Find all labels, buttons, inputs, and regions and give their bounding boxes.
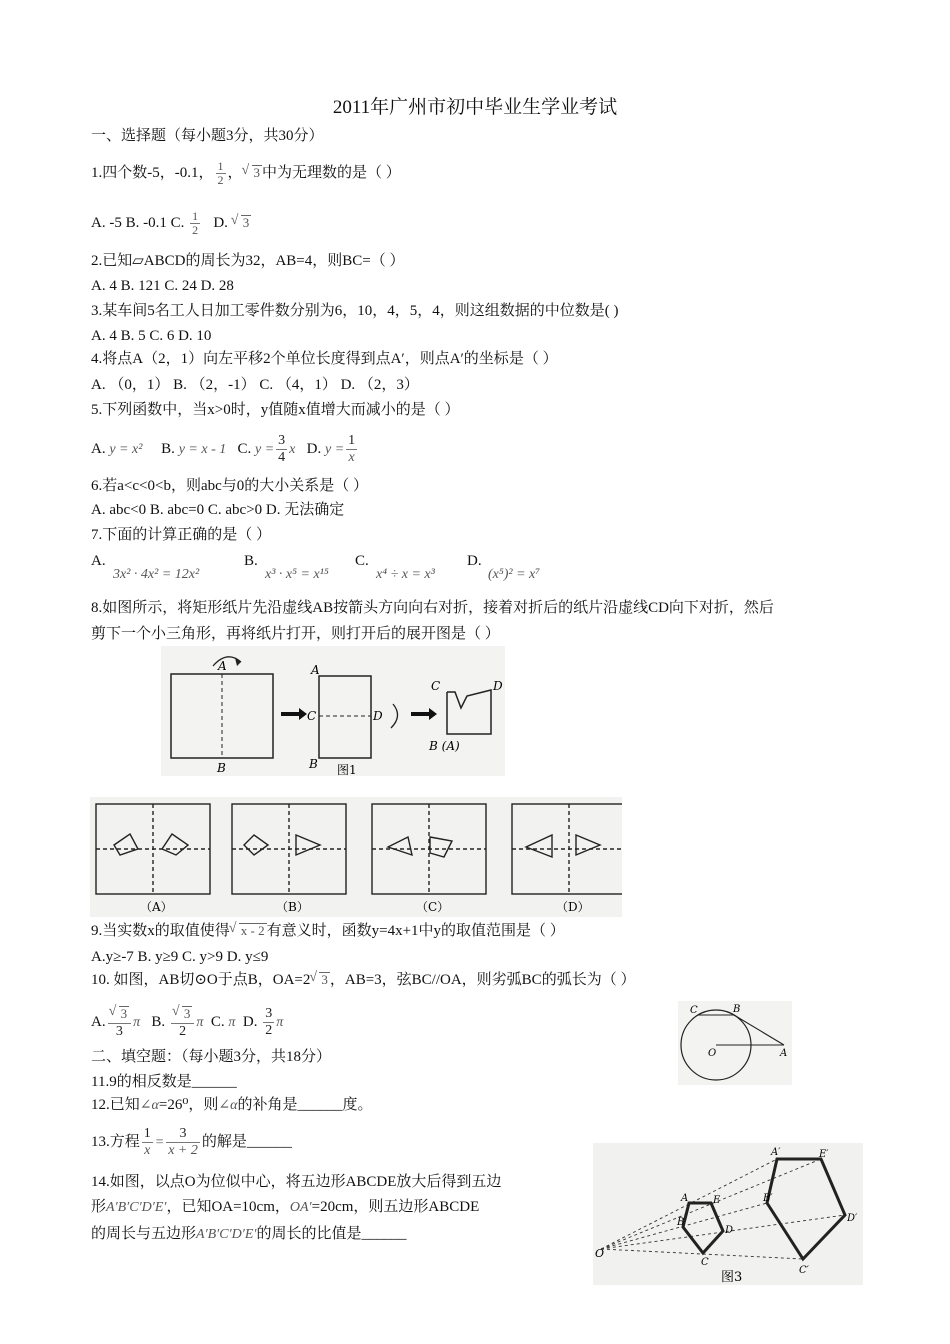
page-title: 2011年广州市初中毕业生学业考试 [332, 97, 618, 118]
q12: 12.已知∠α=26⁰，则∠α的补角是______度。 [91, 1097, 373, 1113]
answer-choices-figure [90, 797, 622, 917]
fig3-label-d: D [725, 1225, 734, 1236]
q6-stem: 6.若a<c<0<b，则abc与0的大小关系是（ ） [91, 478, 369, 494]
fig1-label-a: A [218, 659, 227, 673]
fig3-label-b: B [677, 1217, 685, 1228]
q9-stem: 9.当实数x的取值使得√ x - 2 有意义时，函数y=4x+1中y的取值范围是（ ） [91, 921, 565, 941]
fig3-label-a-prime: A′ [771, 1147, 781, 1158]
q7-opt-b-label: B. [244, 553, 258, 569]
fig1-label-c3: C [431, 679, 441, 693]
q7-opt-b-expr: x³ · x⁵ = x¹⁵ [265, 567, 329, 582]
fig3-label-b-prime: B′ [763, 1193, 773, 1204]
q5-options: A. y = x² B. y = x - 1 C. y = $\frac{3}{4}$ x D. y = $\frac{1}{x}$ [91, 433, 356, 465]
fig1-label-a2: A [311, 663, 320, 677]
homothety-figure-3 [593, 1143, 863, 1285]
fig3-label-o: O [595, 1247, 605, 1260]
fig1-label-d: D [373, 709, 383, 723]
fig10-label-c: C [690, 1005, 698, 1016]
q7-stem: 7.下面的计算正确的是（ ） [91, 527, 272, 543]
q4-options: A. （0，1） B. （2，-1） C. （4，1） D. （2，3） [91, 377, 419, 393]
section-1-heading: 一、选择题（每小题3分，共30分） [91, 128, 324, 144]
q10-stem: 10. 如图，AB切⊙O于点B，OA=2√ 3 ，AB=3，弦BC//OA，则劣弧BC的弧长为（ ） [91, 970, 635, 990]
q6-options: A. abc<0 B. abc=0 C. abc>0 D. 无法确定 [91, 502, 345, 518]
q11: 11.9的相反数是______ [91, 1074, 237, 1090]
fig3-label-c: C [701, 1257, 709, 1268]
q13: 13.方程 $\frac{1}{x}$ = $\frac{3}{x + 2}$ 的解是______ [91, 1126, 292, 1159]
choice-b-label: （B） [276, 900, 309, 914]
q2-stem: 2.已知▱ABCD的周长为32，AB=4，则BC=（ ） [91, 253, 405, 269]
q8-stem-line2: 剪下一个小三角形，再将纸片打开，则打开后的展开图是（ ） [91, 626, 500, 642]
fig3-label-a: A [681, 1193, 689, 1204]
fraction-half: $\frac{1}{2}$ [217, 159, 224, 187]
fig3-label-c-prime: C′ [799, 1265, 809, 1276]
fig3-label-e-prime: E′ [819, 1149, 829, 1160]
fig1-label-b: B [217, 761, 226, 775]
fig3-caption: 图3 [721, 1270, 743, 1285]
choice-d-label: （D） [556, 900, 590, 914]
q3-options: A. 4 B. 5 C. 6 D. 10 [91, 328, 212, 344]
q2-options: A. 4 B. 121 C. 24 D. 28 [91, 278, 234, 294]
q7-opt-a-expr: 3x² · 4x² = 12x² [113, 567, 200, 582]
q8-stem-line1: 8.如图所示，将矩形纸片先沿虚线AB按箭头方向向右对折，接着对折后的纸片沿虚线CD向下对折，然后 [91, 600, 774, 616]
q7-opt-c-label: C. [355, 553, 369, 569]
q1-options: A. -5 B. -0.1 C. $\frac{1}{2}$ D. √ 3 [91, 210, 251, 237]
choice-c-label: （C） [416, 900, 450, 914]
fig1-caption: 图1 [337, 763, 357, 776]
q4-stem: 4.将点A（2，1）向左平移2个单位长度得到点A′，则点A′的坐标是（ ） [91, 351, 558, 367]
q10-options: A. √ $\frac{3}{3}$ π B. √ $\frac{3}{2}$ π C. π D. $\frac{3}{2}$ π [91, 1004, 283, 1041]
fig1-label-c: C [307, 709, 317, 723]
fig1-label-b2: B [309, 757, 318, 771]
fig1-label-ba: B (A) [429, 739, 460, 753]
q14-line2: 形A′B′C′D′E′，已知OA=10cm，OA′=20cm，则五边形ABCDE [91, 1199, 480, 1215]
fig3-label-e: E [713, 1195, 721, 1206]
section-2-heading: 二、填空题：（每小题3分，共18分） [91, 1049, 332, 1065]
q7-opt-d-expr: (x⁵)² = x⁷ [488, 567, 541, 582]
circle-tangent-figure [678, 1001, 792, 1085]
fig10-label-o: O [708, 1048, 717, 1059]
fold-figure-1 [161, 646, 505, 776]
q7-opt-c-expr: x⁴ ÷ x = x³ [376, 567, 435, 582]
q14-line3: 的周长与五边形A′B′C′D′E′的周长的比值是______ [91, 1226, 407, 1242]
fig3-label-d-prime: D′ [847, 1213, 858, 1224]
q5-stem: 5.下列函数中，当x>0时，y值随x值增大而减小的是（ ） [91, 402, 460, 418]
choice-a-label: （A） [140, 900, 173, 914]
q7-opt-a-label: A. [91, 553, 106, 569]
fig10-label-b: B [733, 1004, 741, 1015]
fig1-label-d3: D [493, 679, 503, 693]
q7-opt-d-label: D. [467, 553, 482, 569]
q1-stem: 1.四个数-5，-0.1， $\frac{1}{2}$ ，√ 3 中为无理数的是（ ） [91, 160, 401, 187]
q9-options: A.y≥-7 B. y≥9 C. y>9 D. y≤9 [91, 949, 269, 965]
fig10-label-a: A [780, 1048, 788, 1059]
q3-stem: 3.某车间5名工人日加工零件数分别为6，10，4，5，4，则这组数据的中位数是( ) [91, 303, 619, 319]
q14-line1: 14.如图，以点O为位似中心，将五边形ABCDE放大后得到五边 [91, 1174, 502, 1190]
sqrt-3: √ 3 [252, 165, 263, 180]
